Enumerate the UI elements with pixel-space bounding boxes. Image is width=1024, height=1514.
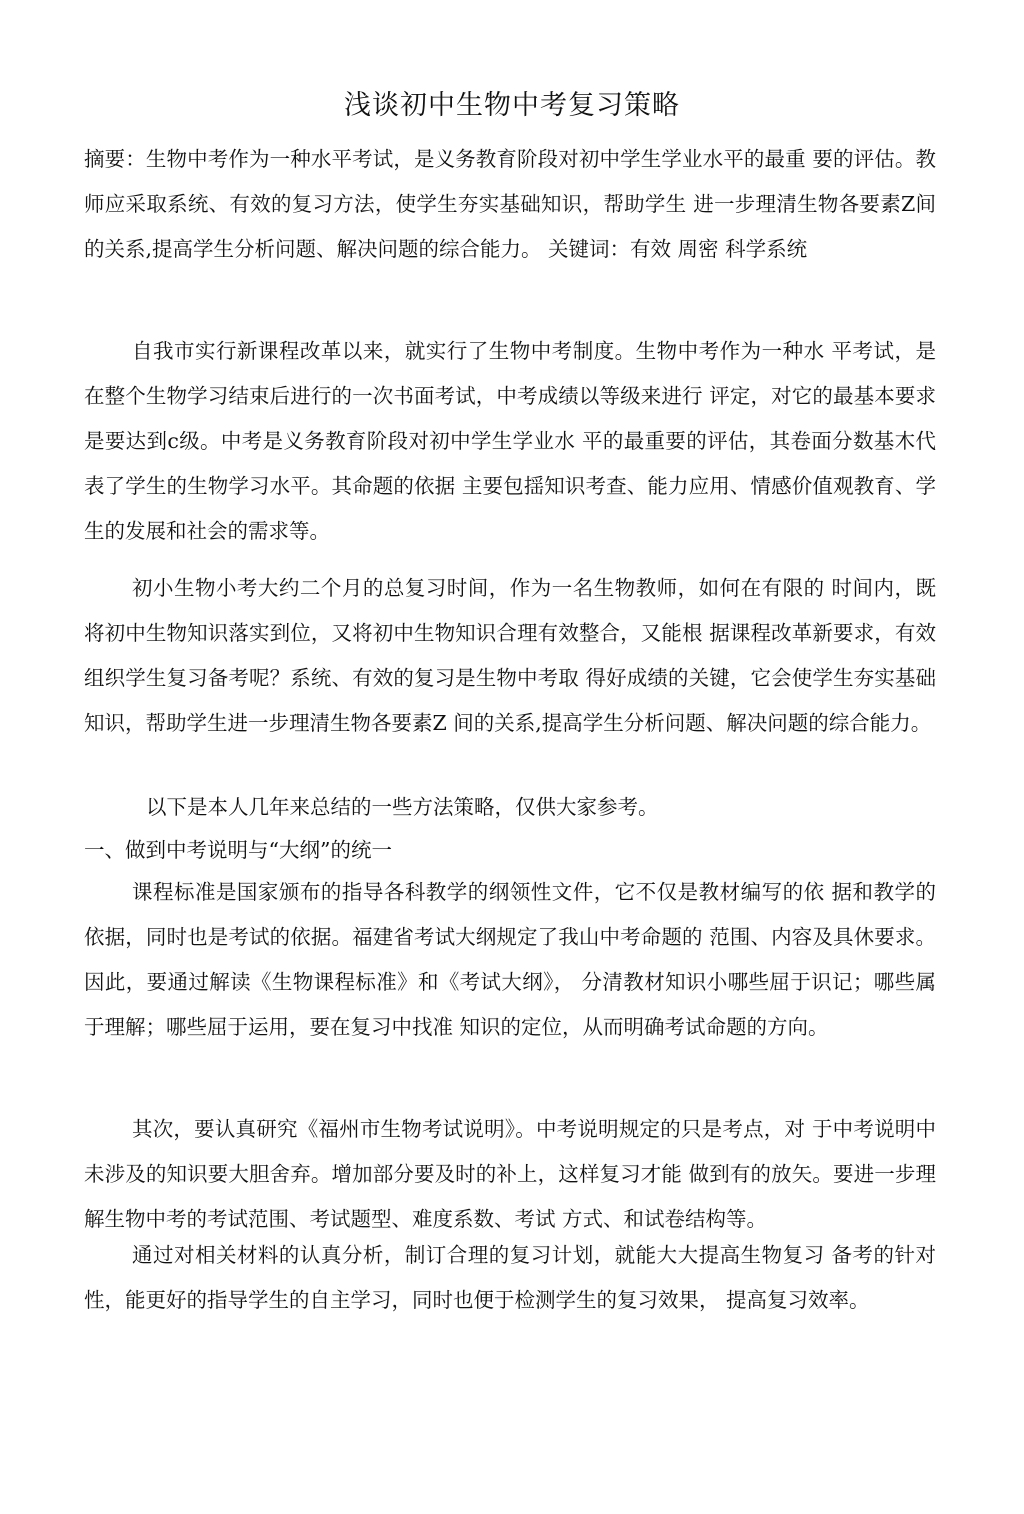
body-paragraph-1: 自我市实行新课程改革以来，就实行了生物中考制度。生物中考作为一种水 平考试，是在整个生物学习结束后进行的一次书面考试，中考成绩以等级来进行 评定，对它的最基本要求是要达到c级。中考是义务教育阶段对初中学生学业水 平的最重要的评估，其卷面分数基木代表了学生的生物学习水平。其命题的依据 主要包揺知识考查、能力应用、情感价值观教育、学生的发展和社会的需求等。 <box>84 339 936 543</box>
body-paragraph-6: 通过对相关材料的认真分析，制订合理的复习计划，就能大大提高生物复习 备考的针对性，能更好的指导学生的自主学习，同时也便于检测学生的复习效果， 提高复习效率。 <box>84 1243 936 1312</box>
body-paragraph-4: 课程标准是国家颁布的指导各科教学的纲领性文件，它不仅是教材编写的依 据和教学的依据，同时也是考试的依据。福建省考试大纲规定了我山中考命题的 范围、内容及具休要求。因此，要通过解读《生物课程标准》和《考试大纲》， 分清教材知识小哪些屈于识记；哪些属于理解；哪些屈于运用，要在复习中找准 知识的定位，从而明确考试命题的方向。 <box>84 880 936 1039</box>
section-heading-1: 一、做到中考说明与“大纲”的统一 <box>84 838 392 862</box>
body-paragraph-3: 以下是本人几年来总结的一些方法策略，仅供大家参考。 <box>146 795 659 819</box>
abstract-paragraph: 摘要：生物中考作为一种水平考试，是义务教育阶段对初中学生学业水平的最重 要的评估。教师应采取系统、有效的复习方法，使学生夯实基础知识，帮助学生 进一步理清生物各要素Z间的关系,提高学生分析问题、解决问题的综合能力。 关键词：有效 周密 科学系统 <box>84 147 936 261</box>
document-title: 浅谈初中生物中考复习策略 <box>344 90 680 121</box>
body-paragraph-2: 初小生物小考大约二个月的总复习时间，作为一名生物教师，如何在有限的 时间内，既将初中生物知识落实到位，又将初中生物知识合理有效整合，又能根 据课程改革新要求，有效组织学生复习备考呢？系统、有效的复习是生物中考取 得好成绩的关键，它会使学生夯实基础知识，帮助学生进一步理清生物各要素Z 间的关系,提高学生分析问题、解决问题的综合能力。 <box>84 576 936 735</box>
body-paragraph-5: 其次，要认真研究《福州市生物考试说明》。中考说明规定的只是考点，对 于中考说明中未涉及的知识要大胆舍弃。增加部分要及时的补上，这样复习才能 做到有的放矢。要进一步理解生物中考的考试范围、考试题型、难度系数、考试 方式、和试卷结构等。 <box>84 1117 936 1231</box>
